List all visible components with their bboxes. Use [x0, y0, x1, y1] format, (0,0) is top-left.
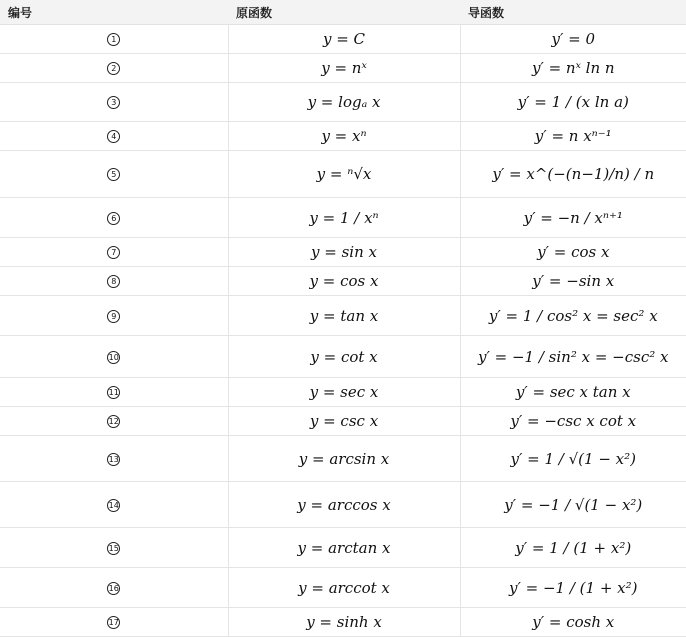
original-function-cell: y = tan x	[228, 296, 460, 336]
original-function-cell: y = arctan x	[228, 528, 460, 568]
derivative-function-cell: y′ = 0	[460, 25, 686, 54]
row-number-cell	[0, 54, 228, 83]
derivative-function-cell: y′ = 1 / (x ln a)	[460, 83, 686, 122]
row-number-badge: 17	[108, 618, 119, 627]
table-row	[0, 198, 686, 238]
derivative-function-cell: y′ = 1 / (1 + x²)	[460, 528, 686, 568]
table-row	[0, 267, 686, 296]
derivative-function-cell: y′ = sec x tan x	[460, 378, 686, 407]
table-row	[0, 25, 686, 54]
table-row	[0, 436, 686, 482]
row-number-cell	[0, 296, 228, 336]
original-function-cell: y = arccot x	[228, 568, 460, 608]
row-number-badge: 7	[107, 246, 120, 259]
original-function-cell: y = csc x	[228, 407, 460, 436]
row-number-badge: 5	[107, 168, 120, 181]
row-number-badge: 4	[107, 130, 120, 143]
table-body	[0, 25, 686, 637]
derivative-function-cell: y′ = 1 / cos² x = sec² x	[460, 296, 686, 336]
header-row	[0, 0, 686, 25]
derivative-function-cell: y′ = 1 / √(1 − x²)	[460, 436, 686, 482]
derivative-function-cell: y′ = x^(−(n−1)/n) / n	[460, 151, 686, 198]
original-function-cell: y = cos x	[228, 267, 460, 296]
row-number-badge: 11	[108, 388, 119, 397]
original-function-cell: y = C	[228, 25, 460, 54]
original-function-cell: y = sin x	[228, 238, 460, 267]
table-row	[0, 528, 686, 568]
derivative-function-cell: y′ = cosh x	[460, 608, 686, 637]
row-number-badge: 8	[107, 275, 120, 288]
header-num: 编号	[0, 0, 228, 25]
row-number-badge: 14	[108, 500, 119, 510]
derivative-function-cell: y′ = −1 / √(1 − x²)	[460, 482, 686, 528]
table-row	[0, 568, 686, 608]
row-number-cell	[0, 238, 228, 267]
derivative-function-cell: y′ = −n / xⁿ⁺¹	[460, 198, 686, 238]
row-number-cell	[0, 336, 228, 378]
original-function-cell: y = sec x	[228, 378, 460, 407]
derivative-function-cell: y′ = −1 / (1 + x²)	[460, 568, 686, 608]
row-number-badge: 1	[107, 33, 120, 46]
row-number-cell	[0, 25, 228, 54]
row-number-badge: 15	[108, 543, 119, 553]
original-function-cell: y = sinh x	[228, 608, 460, 637]
table-row	[0, 378, 686, 407]
row-number-cell	[0, 122, 228, 151]
row-number-cell	[0, 482, 228, 528]
row-number-cell	[0, 267, 228, 296]
row-number-badge: 3	[107, 96, 120, 109]
table-row	[0, 54, 686, 83]
table-row	[0, 336, 686, 378]
derivative-function-cell: y′ = nˣ ln n	[460, 54, 686, 83]
row-number-cell	[0, 83, 228, 122]
row-number-cell	[0, 378, 228, 407]
row-number-badge: 13	[108, 454, 119, 464]
row-number-cell	[0, 608, 228, 637]
row-number-cell	[0, 436, 228, 482]
derivative-function-cell: y′ = cos x	[460, 238, 686, 267]
table-row	[0, 407, 686, 436]
original-function-cell: y = cot x	[228, 336, 460, 378]
row-number-badge: 6	[107, 212, 120, 225]
row-number-cell	[0, 407, 228, 436]
table-row	[0, 608, 686, 637]
original-function-cell: y = arccos x	[228, 482, 460, 528]
original-function-cell: y = logₐ x	[228, 83, 460, 122]
row-number-cell	[0, 198, 228, 238]
row-number-cell	[0, 151, 228, 198]
row-number-badge: 16	[108, 583, 119, 593]
table-row	[0, 238, 686, 267]
row-number-badge: 10	[108, 352, 119, 362]
table-row	[0, 296, 686, 336]
table-row	[0, 122, 686, 151]
derivative-function-cell: y′ = −1 / sin² x = −csc² x	[460, 336, 686, 378]
table-row	[0, 151, 686, 198]
original-function-cell: y = 1 / xⁿ	[228, 198, 460, 238]
original-function-cell: y = ⁿ√x	[228, 151, 460, 198]
row-number-badge: 2	[107, 62, 120, 75]
derivative-function-cell: y′ = −csc x cot x	[460, 407, 686, 436]
header-derivative: 导函数	[460, 0, 686, 25]
derivative-function-cell: y′ = n xⁿ⁻¹	[460, 122, 686, 151]
derivative-function-cell: y′ = −sin x	[460, 267, 686, 296]
original-function-cell: y = xⁿ	[228, 122, 460, 151]
row-number-cell	[0, 568, 228, 608]
row-number-badge: 12	[108, 417, 119, 426]
row-number-cell	[0, 528, 228, 568]
row-number-badge: 9	[107, 310, 120, 323]
original-function-cell: y = arcsin x	[228, 436, 460, 482]
table-row	[0, 482, 686, 528]
header-original: 原函数	[228, 0, 460, 25]
original-function-cell: y = nˣ	[228, 54, 460, 83]
table-row	[0, 83, 686, 122]
